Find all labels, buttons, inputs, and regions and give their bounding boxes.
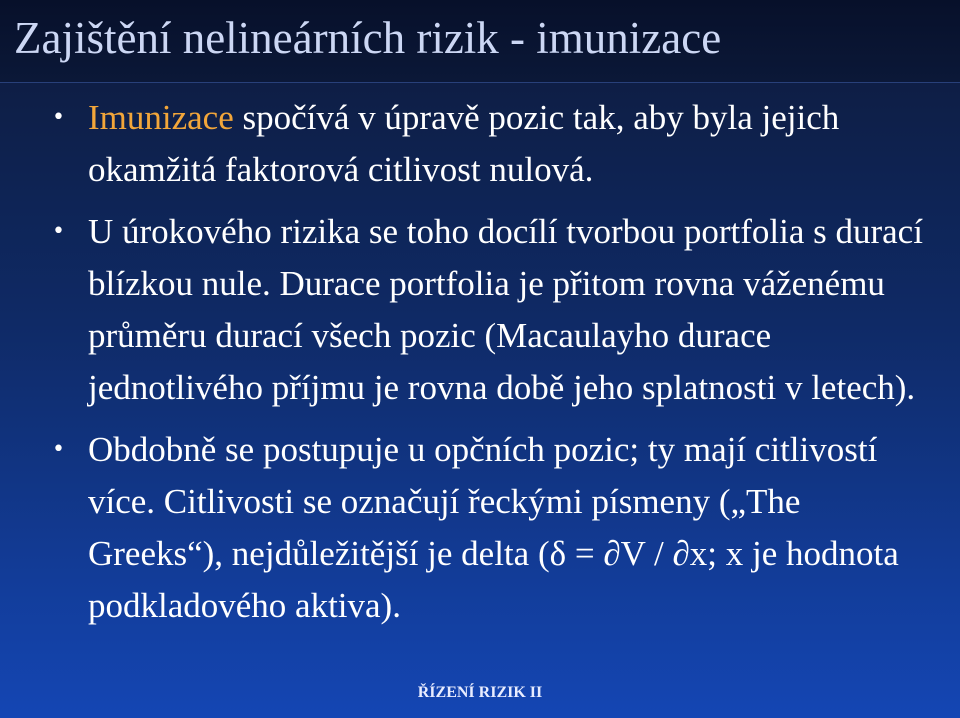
slide-footer: ŘÍZENÍ RIZIK II	[417, 684, 543, 701]
slide-content	[0, 92, 960, 642]
title-bar	[0, 0, 960, 83]
bullet-text: Obdobně se postupuje u opčních pozic; ty mají citlivostí více. Citlivosti se označují řeckými písmeny („The Greeks“), nejdůležitější je delta (δ = ∂V / ∂x; x je hodnota podkladového aktiva).	[88, 430, 899, 625]
bullet-dot-icon: •	[52, 437, 65, 462]
bullet-text: U úrokového rizika se toho docílí tvorbou portfolia s durací blízkou nule. Durace portfolia je přitom rovna váženému průměru durací všech pozic (Macaulayho durace jednotlivého příjmu je rovna době jeho splatnosti v letech).	[88, 212, 923, 407]
bullet-dot-icon: •	[52, 219, 65, 244]
bullet-item-opcni-pozice	[0, 424, 960, 632]
bullet-item-imunizace	[0, 92, 960, 196]
bullet-dot-icon: •	[52, 105, 65, 130]
slide-title: Zajištění nelineárních rizik - imunizace	[14, 13, 722, 63]
highlighted-term: Imunizace	[88, 98, 234, 137]
bullet-item-urokove-riziko	[0, 206, 960, 414]
bullet-text: spočívá v úpravě pozic tak, aby byla jejich okamžitá faktorová citlivost nulová.	[88, 98, 840, 189]
